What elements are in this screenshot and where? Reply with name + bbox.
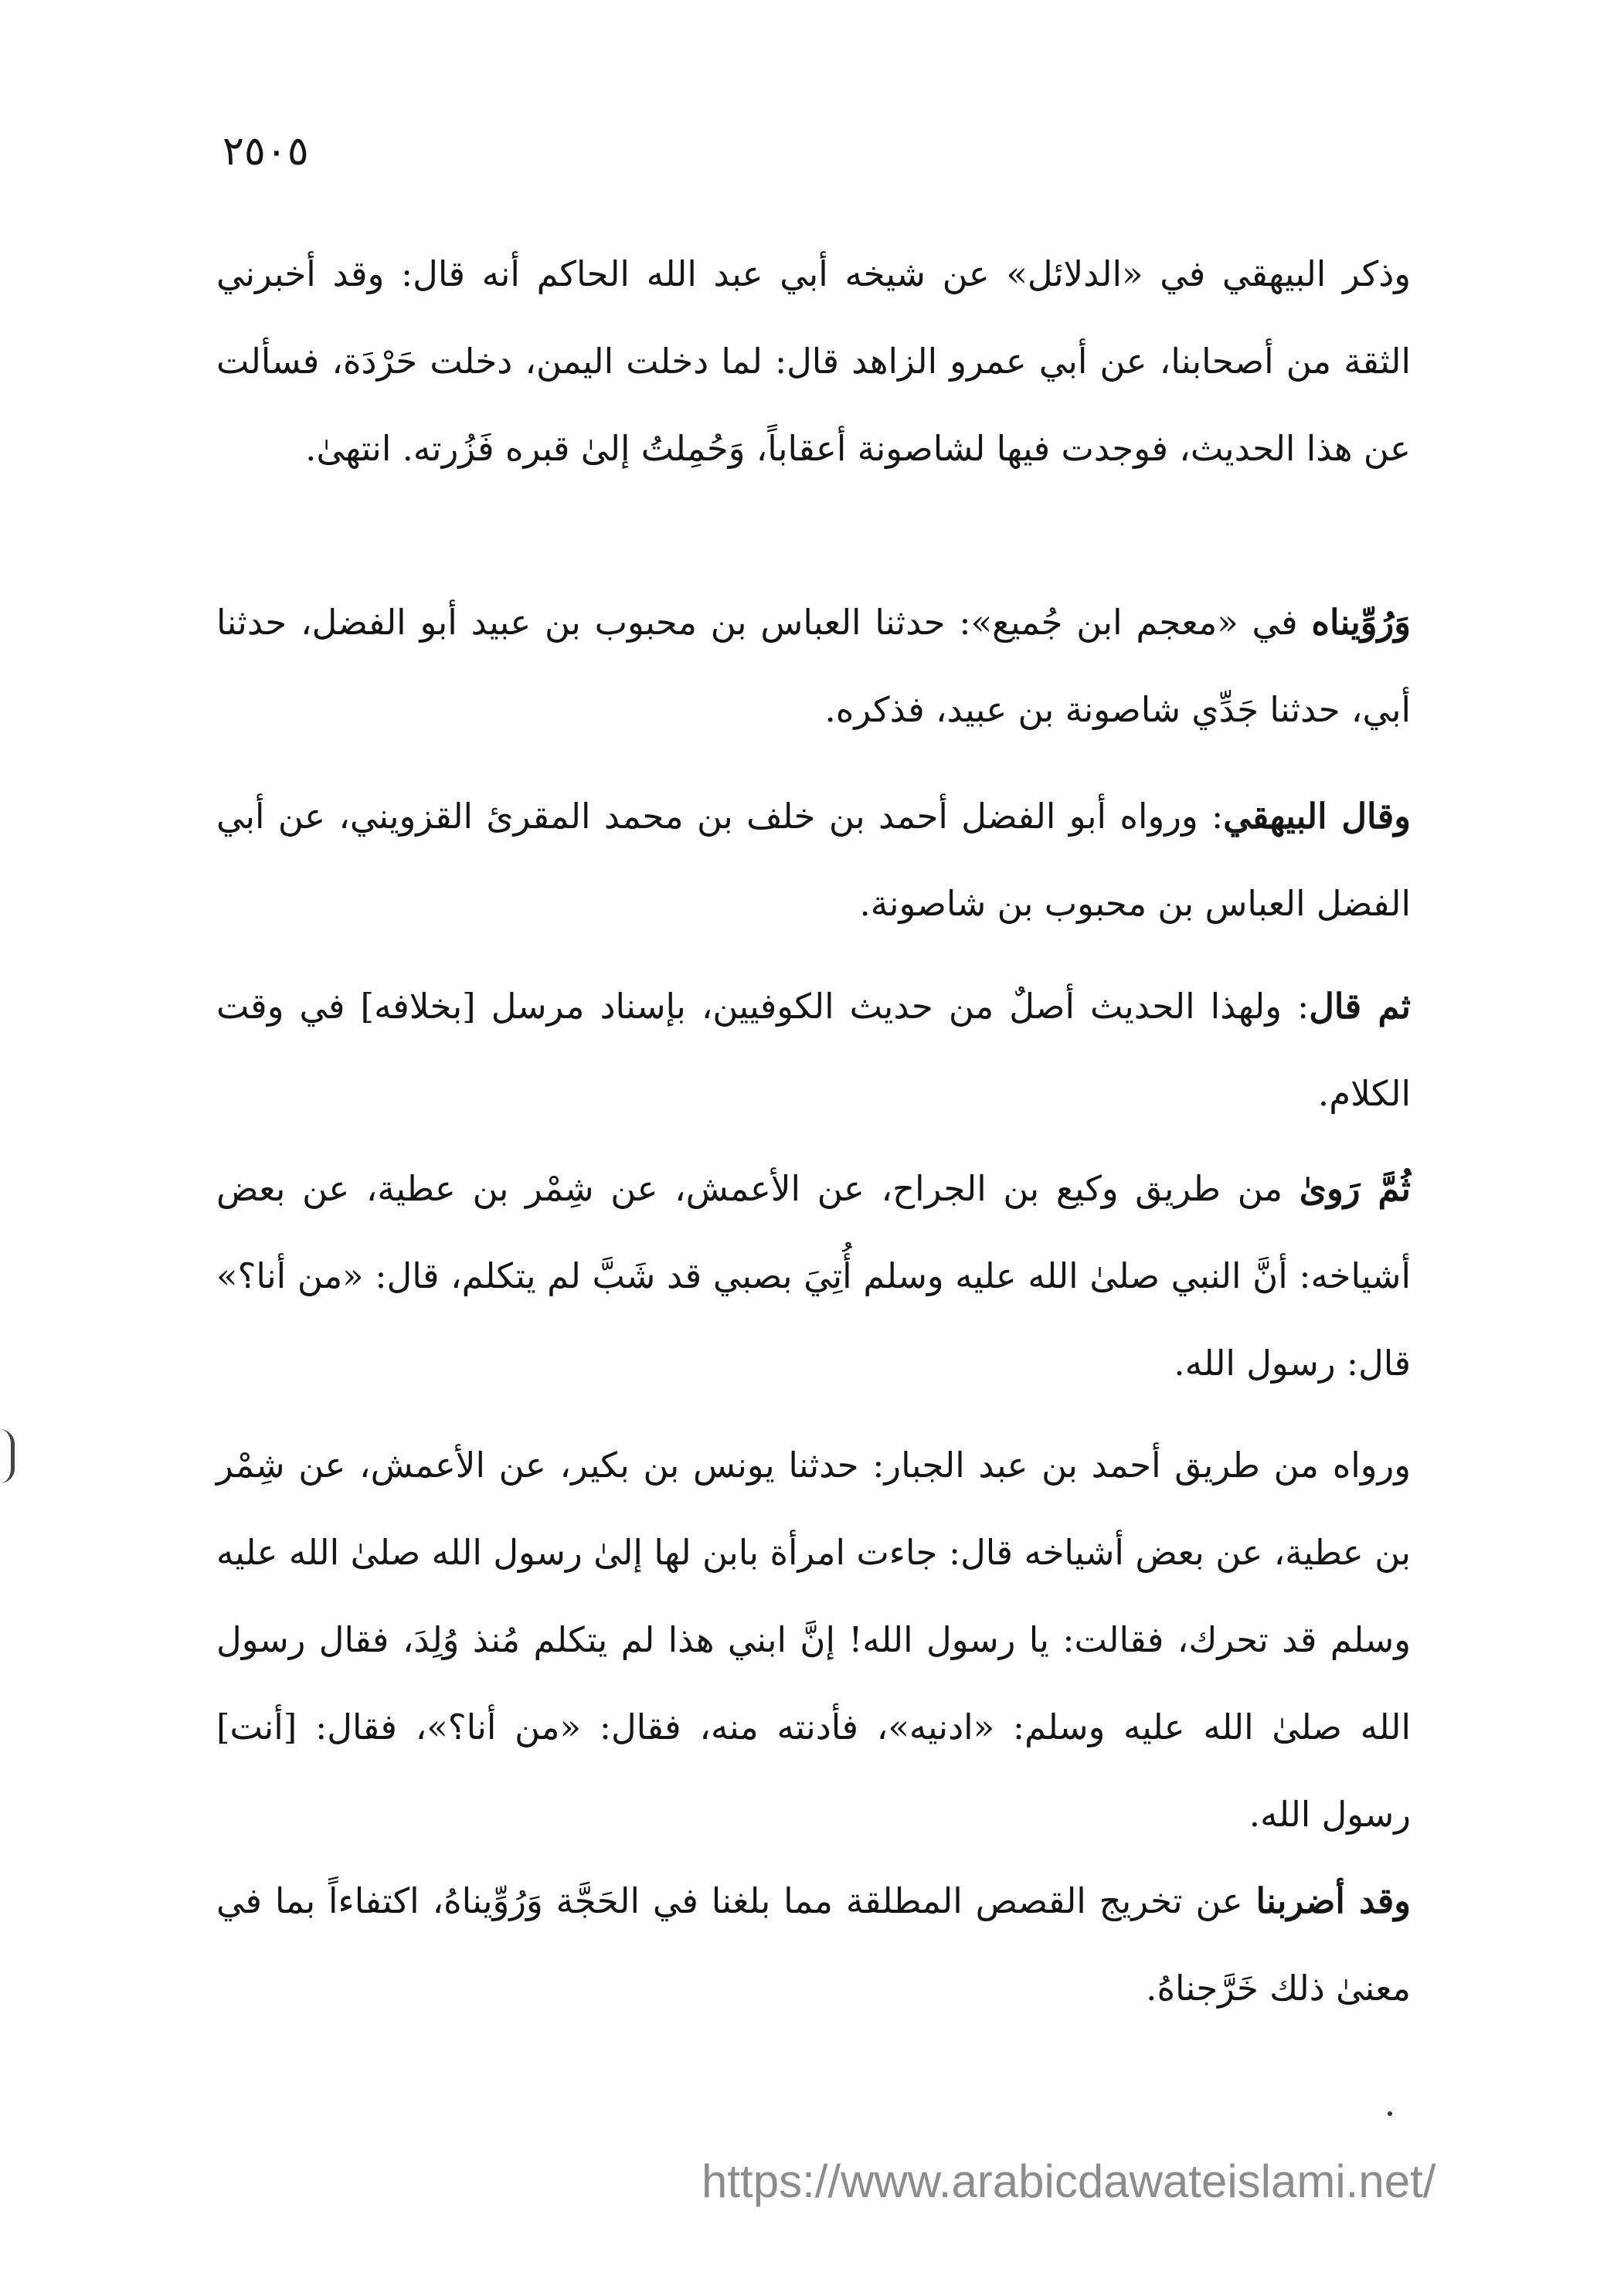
paragraph-7-lead: وقد أضربنا — [1255, 1880, 1412, 1921]
paragraph-1 — [216, 230, 1411, 492]
paragraph-3 — [216, 773, 1411, 947]
paragraph-2-lead: وَرُوِّيناه — [1311, 602, 1411, 643]
paragraph-1-text: وذكر البيهقي في «الدلائل» عن شيخه أبي عبد الله الحاكم أنه قال: وقد أخبرني الثقة من أصحابنا، عن أبي عمرو الزاهد قال: لما دخلت اليمن، دخلت حَرْدَة، فسألت عن هذا الحديث، فوجدت فيها لشاصونة أعقاباً، وَحُمِلتُ إلىٰ قبره فَزُرته. انتهىٰ. — [216, 253, 1411, 469]
paragraph-3-text: : ورواه أبو الفضل أحمد بن خلف بن محمد المقرئ القزويني، عن أبي الفضل العباس بن محبوب بن شاصونة. — [216, 796, 1411, 924]
paragraph-3-lead: وقال البيهقي — [1223, 796, 1411, 837]
paragraph-6-text: ورواه من طريق أحمد بن عبد الجبار: حدثنا يونس بن بكير، عن الأعمش، عن شِمْر بن عطية، عن بعض أشياخه قال: جاءت امرأة بابن لها إلىٰ رسول الله صلىٰ الله عليه وسلم قد تحرك، فقالت: يا رسول الله! إنَّ ابني هذا لم يتكلم مُنذ وُلِدَ، فقال رسول الله صلىٰ الله عليه وسلم: «ادنيه»، فأدنته منه، فقال: «من أنا؟»، فقال: [أنت] رسول الله. — [216, 1445, 1411, 1835]
watermark-url: https://www.arabicdawateislami.net/ — [702, 2155, 1436, 2207]
paragraph-5-lead: ثُمَّ رَوىٰ — [1299, 1168, 1411, 1209]
binding-edge-mark — [0, 1429, 15, 1483]
paragraph-4-lead: ثم قال — [1309, 986, 1411, 1027]
paragraph-2 — [216, 579, 1411, 753]
paragraph-5 — [216, 1145, 1411, 1407]
paragraph-4 — [216, 963, 1411, 1137]
page-number: ٢٥٠٥ — [223, 128, 309, 175]
paragraph-7-text: عن تخريج القصص المطلقة مما بلغنا في الحَجَّة وَرُوِّيناهُ، اكتفاءاً بما في معنىٰ ذلك خَرَّجناهُ. — [216, 1880, 1411, 2009]
paragraph-7 — [216, 1857, 1411, 2032]
scan-speck — [1388, 2111, 1392, 2116]
paragraph-5-text: من طريق وكيع بن الجراح، عن الأعمش، عن شِمْر بن عطية، عن بعض أشياخه: أنَّ النبي صلىٰ الله عليه وسلم أُتِيَ بصبي قد شَبَّ لم يتكلم، قال: «من أنا؟» قال: رسول الله. — [216, 1168, 1411, 1384]
paragraph-6 — [216, 1421, 1411, 1858]
paragraph-4-text: : ولهذا الحديث أصلٌ من حديث الكوفيين، بإسناد مرسل [بخلافه] في وقت الكلام. — [216, 986, 1411, 1114]
paragraph-2-text: في «معجم ابن جُميع»: حدثنا العباس بن محبوب بن عبيد أبو الفضل، حدثنا أبي، حدثنا جَدِّي شاصونة بن عبيد، فذكره. — [216, 602, 1411, 730]
